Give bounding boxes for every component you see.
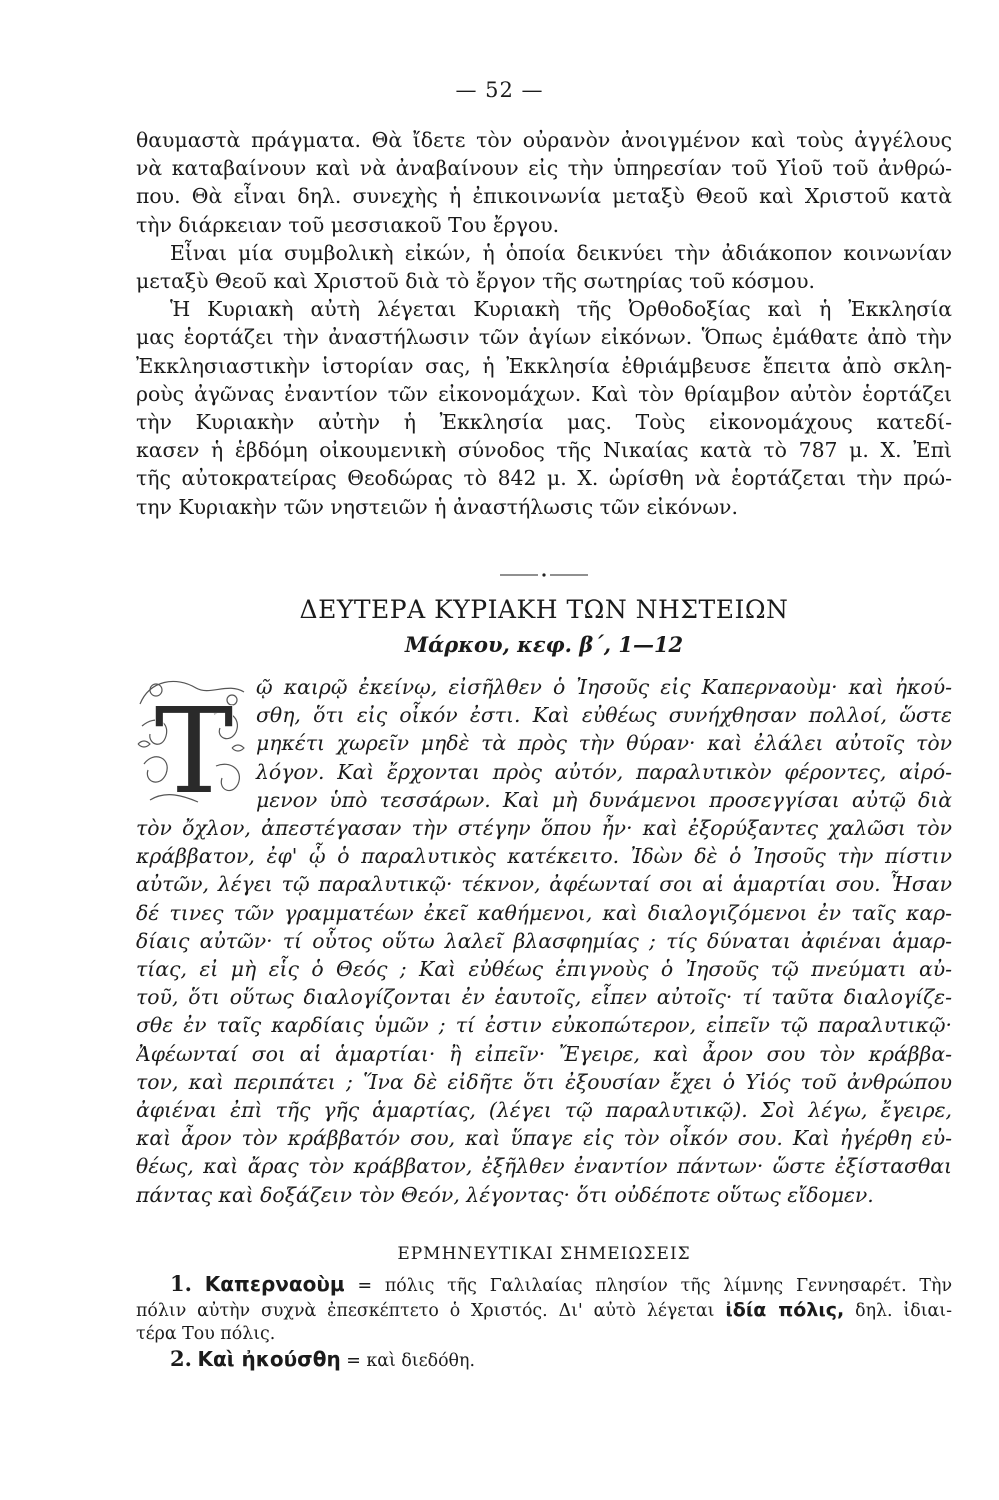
text-line: δέ τινες τῶν γραμματέων ἐκεῖ καθήμενοι, καὶ διαλογιζόμενοι ἐν ταῖς καρ- (136, 900, 952, 925)
text-line: τὴν διάρκειαν τοῦ μεσσιακοῦ Του ἔργου. (136, 212, 560, 237)
text-line: θέως, καὶ ἄρας τὸν κράββατον, ἐξῆλθεν ἐναντίον πάντων· ὥστε ἐξίστασθαι (136, 1154, 952, 1179)
text-line: μεταξὺ Θεοῦ καὶ Χριστοῦ διὰ τὸ ἔργον τῆς σωτηρίας τοῦ κόσμου. (136, 269, 815, 294)
text-line: τον, καὶ περιπάτει ; Ἵνα δὲ εἰδῆτε ὅτι ἐξουσίαν ἔχει ὁ Υἱός τοῦ ἀνθρώπου (136, 1069, 952, 1094)
note-term: Καὶ ἠκούσθη (197, 1346, 341, 1371)
note-term: Καπερναοὺμ (204, 1272, 345, 1296)
text-line: κασεν ἡ ἑβδόμη οἰκουμενικὴ σύνοδος τῆς Νικαίας κατὰ τὸ 787 μ. Χ. Ἐπὶ (136, 438, 952, 463)
note-1-line (136, 1272, 952, 1299)
text-line: τὸν ὄχλον, ἀπεστέγασαν τὴν στέγην ὅπου ἦν· καὶ ἐξορύξαντες χαλῶσι τὸν (136, 816, 952, 841)
note-text: πόλις τῆς Γαλιλαίας πλησίον τῆς λίμνης Γεννησαρέτ. Τὴν (384, 1276, 952, 1296)
note-number: 1. (170, 1272, 192, 1296)
text-line: κράββατον, ἐφ' ᾧ ὁ παραλυτικὸς κατέκειτο. Ἰδὼν δὲ ὁ Ἰησοῦς τὴν πίστιν (136, 844, 952, 869)
note-term: ἰδία πόλις, (725, 1298, 845, 1321)
note-text: καὶ διεδόθη. (366, 1350, 475, 1371)
section-separator (500, 569, 588, 581)
text-line: τοῦ, ὅτι οὕτως διαλογίζονται ἐν ἑαυτοῖς, εἶπεν αὐτοῖς· τί ταῦτα διαλογίζε- (136, 985, 952, 1010)
note-text: δηλ. ἰδιαι- (855, 1300, 952, 1321)
note-2-line (136, 1347, 952, 1374)
text-line: τῆς αὐτοκρατείρας Θεοδώρας τὸ 842 μ. Χ. ὡρίσθη νὰ ἑορτάζεται τὴν πρώ- (136, 466, 952, 491)
text-line: ροὺς ἀγῶνας ἐναντίον τῶν εἰκονομάχων. Καὶ τὸν θρίαμβον αὐτὸν ἑορτάζει (136, 381, 952, 406)
text-line: καὶ ἆρον τὸν κράββατόν σου, καὶ ὕπαγε εἰς τὸν οἶκόν σου. Καὶ ἠγέρθη εὐ- (136, 1126, 952, 1151)
page-number: — 52 — (455, 78, 544, 102)
text-line: ἀφιέναι ἐπὶ τῆς γῆς ἁμαρτίας, (λέγει τῷ παραλυτικῷ). Σοὶ λέγω, ἔγειρε, (136, 1098, 952, 1123)
text-line: που. Θὰ εἶναι δηλ. συνεχὴς ἡ ἐπικοινωνία μεταξὺ Θεοῦ καὶ Χριστοῦ κατὰ (136, 184, 952, 209)
text-line: μηκέτι χωρεῖν μηδὲ τὰ πρὸς τὴν θύραν· καὶ ἐλάλει αὐτοῖς τὸν (256, 731, 952, 756)
text-line: λόγον. Καὶ ἔρχονται πρὸς αὐτόν, παραλυτικὸν φέροντες, αἰρό- (256, 759, 952, 784)
section-heading: ΔΕΥΤΕΡΑ ΚΥΡΙΑΚΗ ΤΩΝ ΝΗΣΤΕΙΩΝ (299, 595, 789, 624)
gospel-reading (136, 673, 952, 1209)
explanatory-notes (136, 1272, 952, 1373)
notes-heading: ΕΡΜΗΝΕΥΤΙΚΑΙ ΣΗΜΕΙΩΣΕΙΣ (397, 1244, 691, 1264)
note-text: πόλιν αὐτὴν συχνὰ ἐπεσκέπτετο ὁ Χριστός. Δι' αὐτὸ λέγεται (136, 1300, 715, 1321)
note-number: 2. (170, 1346, 192, 1371)
equals-sign: = (357, 1276, 373, 1296)
text-line: Εἶναι μία συμβολικὴ εἰκών, ἡ ὁποία δεικνύει τὴν ἀδιάκοπον κοινωνίαν (170, 240, 952, 265)
text-line: τὴν Κυριακὴν αὐτὴν ἡ Ἐκκλησία μας. Τοὺς εἰκονομάχους κατεδί- (136, 410, 952, 435)
text-line: Ἐκκλησιαστικὴν ἱστορίαν σας, ἡ Ἐκκλησία ἐθριάμβευσε ἔπειτα ἀπὸ σκλη- (136, 353, 952, 378)
text-line: σθε ἐν ταῖς καρδίαις ὑμῶν ; τί ἐστιν εὐκοπώτερον, εἰπεῖν τῷ παραλυτικῷ· (136, 1013, 952, 1038)
text-line: την Κυριακὴν τῶν νηστειῶν ἡ ἀναστήλωσις τῶν εἰκόνων. (136, 494, 738, 519)
scripture-reference: Μάρκου, κεφ. β΄, 1—12 (404, 632, 684, 657)
equals-sign: = (346, 1350, 361, 1371)
note-1-line: τέρα Του πόλις. (136, 1324, 276, 1344)
text-line: Ἀφέωνταί σοι αἱ ἁμαρτίαι· ἢ εἰπεῖν· Ἔγειρε, καὶ ἆρον σου τὸν κράββα- (136, 1041, 952, 1066)
text-line: αὐτῶν, λέγει τῷ παραλυτικῷ· τέκνον, ἀφέωνταί σοι αἱ ἁμαρτίαι σου. Ἦσαν (136, 872, 952, 897)
text-line: μενον ὑπὸ τεσσάρων. Καὶ μὴ δυνάμενοι προσεγγίσαι αὐτῷ διὰ (256, 787, 952, 812)
text-line: τίας, εἰ μὴ εἷς ὁ Θεός ; Καὶ εὐθέως ἐπιγνοὺς ὁ Ἰησοῦς τῷ πνεύματι αὐ- (136, 957, 952, 982)
text-line: ῷ καιρῷ ἐκείνῳ, εἰσῆλθεν ὁ Ἰησοῦς εἰς Καπερναοὺμ· καὶ ἠκού- (256, 675, 952, 699)
note-1-line (136, 1299, 952, 1324)
text-line: δίαις αὐτῶν· τί οὗτος οὕτω λαλεῖ βλασφημίας ; τίς δύναται ἀφιέναι ἁμαρ- (136, 928, 952, 953)
text-line: νὰ καταβαίνουν καὶ νὰ ἀναβαίνουν εἰς τὴν ὑπηρεσίαν τοῦ Υἱοῦ τοῦ ἀνθρώ- (136, 156, 952, 181)
intro-paragraphs (136, 126, 952, 521)
text-line: σθη, ὅτι εἰς οἶκόν ἐστι. Καὶ εὐθέως συνήχθησαν πολλοί, ὥστε (256, 703, 952, 728)
text-line: πάντας καὶ δοξάζειν τὸν Θεόν, λέγοντας· ὅτι οὐδέποτε οὕτως εἴδομεν. (136, 1182, 874, 1207)
text-line: μας ἑορτάζει τὴν ἀναστήλωσιν τῶν ἁγίων εἰκόνων. Ὅπως ἐμάθατε ἀπὸ τὴν (136, 325, 952, 350)
dropcap-letter: Τ (154, 682, 234, 806)
text-line: Ἡ Κυριακὴ αὐτὴ λέγεται Κυριακὴ τῆς Ὀρθοδοξίας καὶ ἡ Ἐκκλησία (170, 297, 952, 322)
text-line: θαυμαστὰ πράγματα. Θὰ ἴδετε τὸν οὐρανὸν ἀνοιγμένον καὶ τοὺς ἀγγέλους (136, 128, 952, 152)
